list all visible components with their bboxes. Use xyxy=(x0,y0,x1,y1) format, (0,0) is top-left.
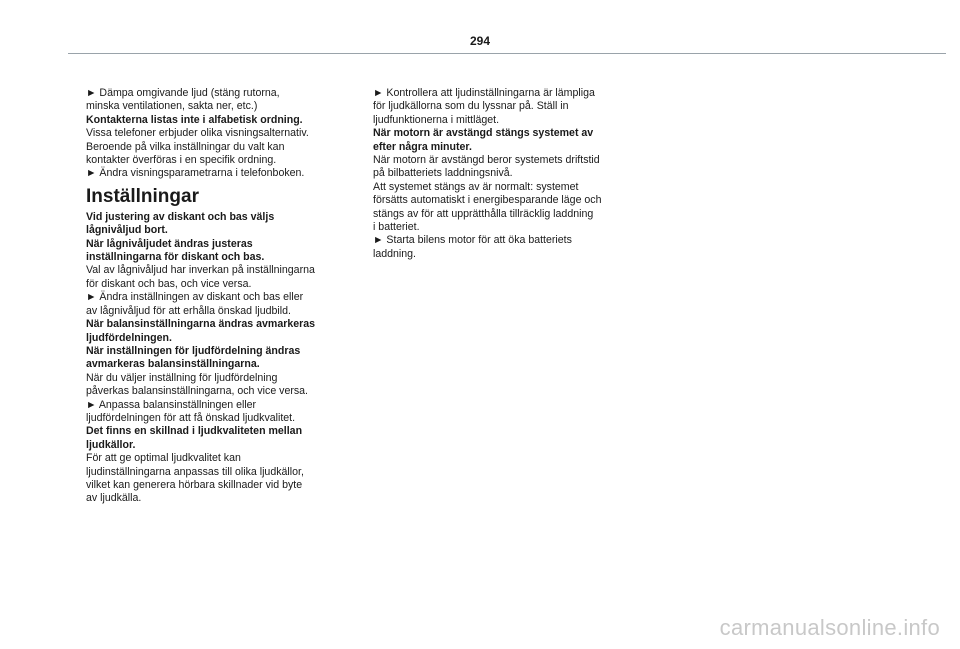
watermark: carmanualsonline.info xyxy=(719,615,940,640)
note-balance-change: När balansinställningarna ändras avmarkeras ljudfördelningen. xyxy=(86,318,316,344)
note-low-level-sound: När lågnivåljudet ändras justeras inställningarna för diskant och bas. xyxy=(86,237,265,264)
text-display-options: Vissa telefoner erbjuder olika visningsalternativ. Beroende på vilka inställningar du valt kan kontakter överföras i en specifik ordning. xyxy=(86,127,309,167)
text-optimal-sound-quality: För att ge optimal ljudkvalitet kan ljudinställningarna anpassas till olika ljudkällor, vilket kan generera hörbara skillnader vid byte av ljudkälla. xyxy=(86,452,304,505)
section-heading-settings: Inställningar xyxy=(86,185,199,207)
header-divider xyxy=(68,53,946,54)
text-low-level-effect: Val av lågnivåljud har inverkan på inställningarna för diskant och bas, och vice versa. xyxy=(86,264,315,290)
instruction-check-sound-settings: ► Kontrollera att ljudinställningarna är lämpliga för ljudkällorna som du lyssnar på. Ställ in ljudfunktionerna i mittläget. xyxy=(373,87,595,126)
note-contacts-order: Kontakterna listas inte i alfabetisk ordning. xyxy=(86,113,303,126)
note-system-shutdown: När motorn är avstängd stängs systemet av efter några minuter. xyxy=(373,127,594,153)
text-distribution-effect: När du väljer inställning för ljudfördelning påverkas balansinställningarna, och vice versa. xyxy=(86,371,309,398)
left-column xyxy=(86,87,356,506)
note-treble-bass: Vid justering av diskant och bas väljs lågnivåljud bort. xyxy=(86,210,275,237)
instruction-change-display: ► Ändra visningsparametrarna i telefonboken. xyxy=(86,167,305,180)
instruction-reduce-noise: ► Dämpa omgivande ljud (stäng rutorna, minska ventilationen, sakta ner, etc.) xyxy=(86,87,280,113)
note-sound-quality-difference: Det finns en skillnad i ljudkvaliteten mellan ljudkällor. xyxy=(86,425,303,451)
note-distribution-change: När inställningen för ljudfördelning ändras avmarkeras balansinställningarna. xyxy=(86,344,301,371)
instruction-adjust-balance: ► Anpassa balansinställningen eller ljudfördelningen för att få önskad ljudkvalitet. xyxy=(86,398,296,424)
right-column xyxy=(373,87,643,261)
instruction-adjust-treble-bass: ► Ändra inställningen av diskant och bas eller av lågnivåljud för att erhålla önskad ljudbild. xyxy=(86,291,304,317)
instruction-start-engine: ► Starta bilens motor för att öka batteriets laddning. xyxy=(373,234,572,260)
page-number: 294 xyxy=(469,34,491,48)
text-battery-operating-time: När motorn är avstängd beror systemets driftstid på bilbatteriets laddningsnivå. Att systemet stängs av är normalt: systemet försätts automatiskt i energibesparande läge och stängs av för att upprätthålla tillräcklig laddning i batteriet. xyxy=(373,154,602,234)
